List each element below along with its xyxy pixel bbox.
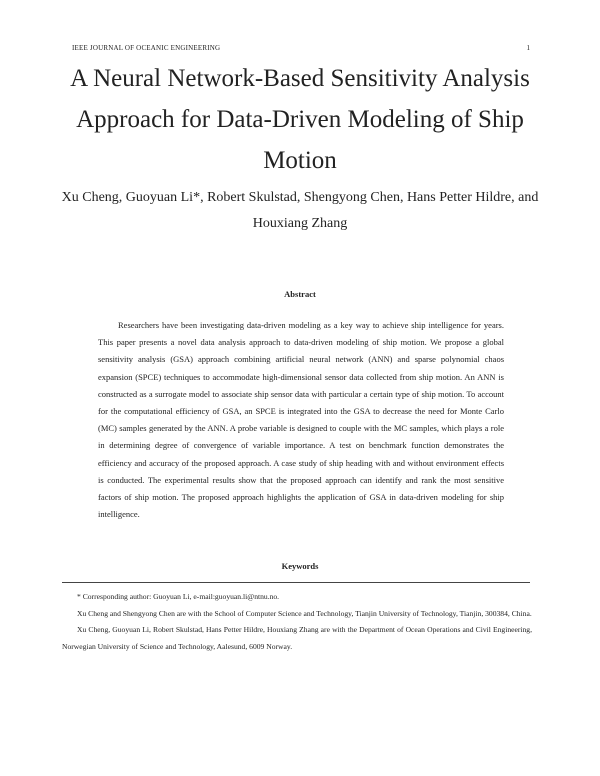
footnotes [62, 589, 532, 655]
author-list: Xu Cheng, Guoyuan Li*, Robert Skulstad, Shengyong Chen, Hans Petter Hildre, and Houxiang Zhang [61, 190, 539, 231]
footnote-affiliation-ntnu: Xu Cheng, Guoyuan Li, Robert Skulstad, Hans Petter Hildre, Houxiang Zhang are with the Department of Ocean Operations and Civil Engineering, Norwegian University of Science and Technology, Aalesund, 6009 Norway. [62, 625, 532, 651]
footnote-corresponding-author: * Corresponding author: Guoyuan Li, e-mail:guoyuan.li@ntnu.no. [77, 592, 280, 601]
footnote-divider [62, 582, 530, 583]
running-header-journal: IEEE JOURNAL OF OCEANIC ENGINEERING [72, 44, 221, 52]
paper-title: A Neural Network-Based Sensitivity Analysis Approach for Data-Driven Modeling of Ship Motion [70, 65, 530, 174]
keywords-heading: Keywords [281, 561, 319, 571]
abstract-heading: Abstract [284, 289, 316, 299]
page-number: 1 [526, 44, 530, 52]
footnote-affiliation-tianjin: Xu Cheng and Shengyong Chen are with the School of Computer Science and Technology, Tianjin University of Technology, Tianjin, 300384, China. [77, 608, 532, 618]
abstract-text: Researchers have been investigating data-driven modeling as a key way to achieve ship intelligence for years. This paper presents a novel data analysis approach to data-driven modeling of ship motion. We propose a global sensitivity analysis (GSA) approach combining artificial neural network (ANN) and sparse polynomial chaos expansion (SPCE) techniques to accommodate high-dimensional sensor data collected from ship motion. An ANN is constructed as a surrogate model to associate ship sensor data with particular a certain type of ship motion. To account for the computational efficiency of GSA, an SPCE is integrated into the GSA to decrease the need for Monte Carlo (MC) samples generated by the ANN. A probe variable is designed to couple with the MC samples, which plays a role in determining degree of convergence of variable importance. A test on benchmark function demonstrates the efficiency and accuracy of the proposed approach. A case study of ship heading with and without environment effects is conducted. The experimental results show that the proposed approach can identify and rank the most sensitive factors of ship motion. The proposed approach highlights the application of GSA in data-driven modeling for ship intelligence. [98, 320, 504, 520]
